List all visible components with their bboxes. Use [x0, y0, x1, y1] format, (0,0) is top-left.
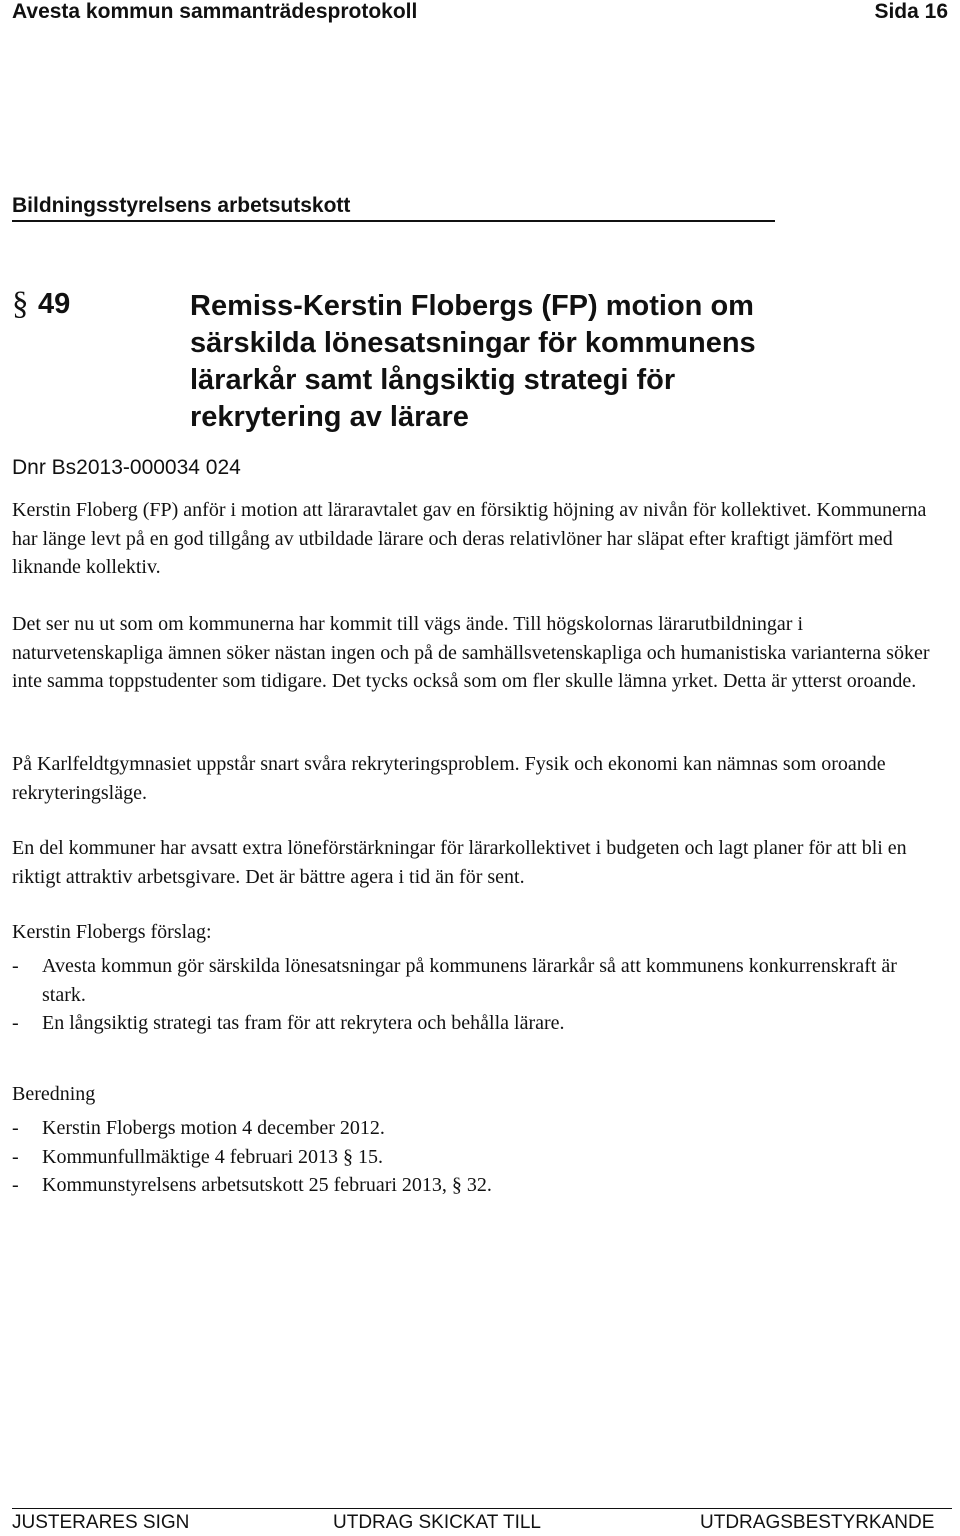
document-header-title: Avesta kommun sammanträdesprotokoll [12, 0, 418, 23]
list-item-text: Kommunstyrelsens arbetsutskott 25 februari 2013, § 32. [42, 1174, 492, 1196]
beredning-list [12, 1114, 942, 1200]
body-paragraph [12, 496, 942, 582]
list-item-text: En långsiktig strategi tas fram för att rekrytera och behålla lärare. [42, 1012, 565, 1034]
list-item-text: Kerstin Flobergs motion 4 december 2012. [42, 1117, 385, 1139]
beredning-label: Beredning [12, 1083, 96, 1105]
list-item [12, 1171, 942, 1200]
body-paragraph [12, 750, 942, 807]
list-item [12, 1009, 942, 1038]
list-dash: - [12, 1145, 19, 1168]
section-title [190, 288, 890, 436]
paragraph-text: Kerstin Floberg (FP) anför i motion att läraravtalet gav en försiktig höjning av nivån för kollektivet. Kommunerna har länge levt på en god tillgång av utbildade lärare och deras relativlöner har släpat efter kraftigt jämfört med liknande kollektiv. [12, 499, 927, 578]
proposal-label: Kerstin Flobergs förslag: [12, 921, 212, 943]
page-number: Sida 16 [874, 0, 948, 23]
section-title-line: Remiss-Kerstin Flobergs (FP) motion om [190, 290, 754, 322]
list-dash: - [12, 1174, 19, 1196]
footer-utdrag-skickat-till: UTDRAG SKICKAT TILL [333, 1512, 541, 1533]
body-paragraph [12, 610, 942, 696]
paragraph-text: På Karlfeldtgymnasiet uppstår snart svåra rekryteringsproblem. Fysik och ekonomi kan nämnas som oroande rekryteringsläge. [12, 753, 886, 804]
section-symbol: § [12, 286, 29, 322]
footer-rule [12, 1508, 952, 1509]
list-dash: - [12, 955, 19, 977]
committee-name: Bildningsstyrelsens arbetsutskott [12, 194, 351, 217]
registration-number: Dnr Bs2013-000034 024 [12, 456, 241, 479]
paragraph-text: Det ser nu ut som om kommunerna har kommit till vägs ände. Till högskolornas lärarutbildningar i naturvetenskapliga ämnen söker nästan ingen och på de samhällsvetenskapliga och humanistiska varianterna söker inte samma toppstudenter som tidigare. Det tycks också som om fler skulle lämna yrket. Detta är ytterst oroande. [12, 613, 930, 692]
section-title-line: lärarkår samt långsiktig strategi för [190, 364, 676, 396]
section-number: 49 [38, 288, 71, 320]
proposal-list [12, 952, 942, 1038]
section-title-line: särskilda lönesatsningar för kommunens [190, 327, 756, 359]
list-item [12, 1143, 942, 1172]
list-dash: - [12, 1012, 19, 1034]
committee-underline [12, 220, 775, 222]
body-paragraph [12, 834, 942, 891]
footer-justerares-sign: JUSTERARES SIGN [12, 1512, 190, 1533]
list-item [12, 952, 942, 1009]
paragraph-text: En del kommuner har avsatt extra löneförstärkningar för lärarkollektivet i budgeten och lagt planer för att bli en riktigt attraktiv arbetsgivare. Det är bättre agera i tid än för sent. [12, 837, 907, 888]
footer-utdragsbestyrkande: UTDRAGSBESTYRKANDE [700, 1512, 935, 1533]
list-item [12, 1114, 942, 1143]
list-item-text: Avesta kommun gör särskilda lönesatsningar på kommunens lärarkår så att kommunens konkurrenskraft är stark. [42, 955, 897, 1006]
list-dash: - [12, 1117, 19, 1139]
list-item-text: Kommunfullmäktige 4 februari 2013 § 15. [42, 1145, 384, 1168]
section-title-line: rekrytering av lärare [190, 401, 469, 433]
